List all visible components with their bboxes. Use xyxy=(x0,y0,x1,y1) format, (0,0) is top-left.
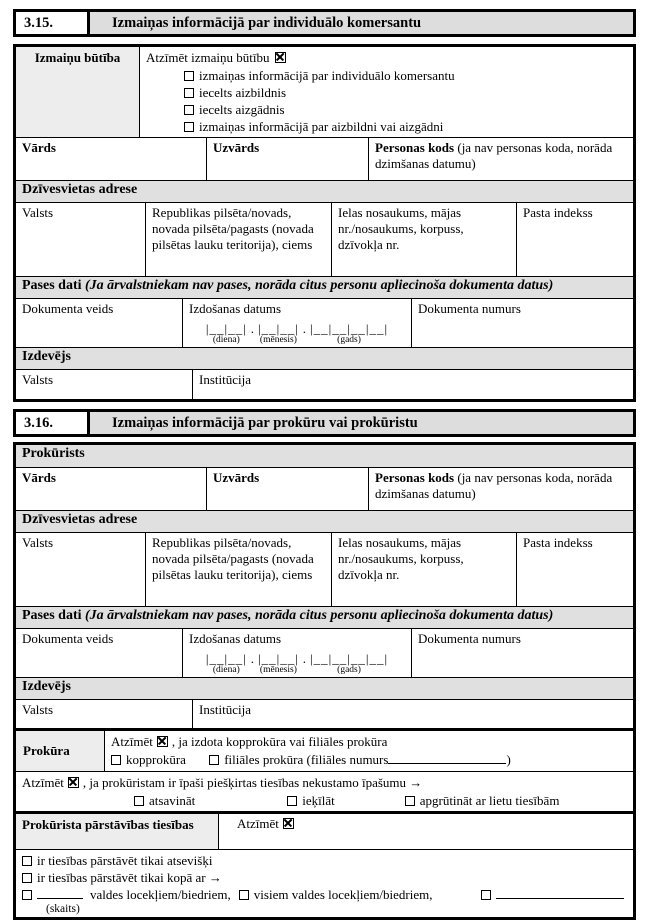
section-3-16-header xyxy=(13,409,636,437)
municipality-field[interactable]: Republikas pilsēta/novads, novada pilsēta/pagasts (novada pilsētas lauku teritorija), ciems xyxy=(145,533,331,606)
date-entry-grid[interactable] xyxy=(189,652,405,675)
document-type-field[interactable]: Dokumenta veids xyxy=(22,301,114,316)
day-hint: (diena) xyxy=(212,335,240,345)
passport-title: Pases dati xyxy=(22,278,82,293)
passport-header-row xyxy=(16,606,633,628)
option-label: atsavināt xyxy=(149,793,196,808)
checkbox-apgrutinat[interactable] xyxy=(405,796,415,806)
day-hint: (diena) xyxy=(212,665,240,675)
representation-options-cell xyxy=(16,850,633,917)
change-nature-instruction: Atzīmēt izmaiņu būtību xyxy=(146,50,270,65)
checkbox-represent-separately[interactable] xyxy=(22,856,32,866)
country-field[interactable]: Valsts xyxy=(22,205,54,220)
change-nature-label: Izmaiņu būtība xyxy=(16,47,139,137)
personal-code-label: Personas kods xyxy=(375,140,455,155)
prokura-options-cell xyxy=(104,731,633,771)
street-field[interactable]: Ielas nosaukums, mājas nr./nosaukums, korpuss, dzīvokļa nr. xyxy=(331,533,516,606)
year-cells[interactable]: |__|__|__|__| xyxy=(310,651,389,666)
passport-row xyxy=(16,628,633,677)
country-field[interactable]: Valsts xyxy=(22,535,54,550)
option-label: ir tiesības pārstāvēt tikai kopā ar → xyxy=(37,870,222,885)
representation-mark-word: Atzīmēt xyxy=(237,816,279,831)
date-separator: . xyxy=(302,321,307,336)
checked-checkbox-icon xyxy=(157,736,168,747)
rights-instruction-rest: , ja prokūristam ir īpaši piešķirtas tiesības nekustamo īpašumu → xyxy=(82,775,423,790)
personal-code-note: (ja nav personas koda, norāda dzimšanas datumu) xyxy=(375,140,613,171)
municipality-field[interactable]: Republikas pilsēta/novads, novada pilsēta/pagasts (novada pilsētas lauku teritorija), ciems xyxy=(145,203,331,276)
month-cells[interactable]: |__|__| xyxy=(257,651,299,666)
special-rights-row xyxy=(16,771,633,811)
option-label: ieķīlāt xyxy=(302,793,335,808)
address-header: Dzīvesvietas adrese xyxy=(16,181,633,202)
option-label: iecelts aizbildnis xyxy=(199,85,287,100)
personal-code-note: (ja nav personas koda, norāda dzimšanas datumu) xyxy=(375,470,613,501)
checkbox-guardian-appointed[interactable] xyxy=(184,88,194,98)
document-type-field[interactable]: Dokumenta veids xyxy=(22,631,114,646)
section-3-15-number: 3.15. xyxy=(16,12,90,34)
count-hint: (skaits) xyxy=(46,903,80,915)
rights-mark-word: Atzīmēt xyxy=(22,775,64,790)
section-3-15-header xyxy=(13,9,636,37)
checkbox-represent-jointly[interactable] xyxy=(22,873,32,883)
month-cells[interactable]: |__|__| xyxy=(257,321,299,336)
count-members-label: valdes locekļiem/biedriem, xyxy=(90,887,231,902)
issuer-row xyxy=(16,369,633,399)
month-hint: (mēnesis) xyxy=(259,665,297,675)
last-name-field[interactable]: Uzvārds xyxy=(206,468,368,510)
option-label: iecelts aizgādnis xyxy=(199,102,285,117)
checkbox-change-info-merchant[interactable] xyxy=(184,71,194,81)
change-nature-options-cell xyxy=(139,47,633,137)
option-label: ir tiesības pārstāvēt tikai atsevišķi xyxy=(37,853,213,868)
prokura-mark-word: Atzīmēt xyxy=(111,734,153,749)
checkbox-trustee-appointed[interactable] xyxy=(184,105,194,115)
prokurists-header: Prokūrists xyxy=(16,445,633,467)
personal-code-label: Personas kods xyxy=(375,470,455,485)
representation-options-row xyxy=(16,849,633,917)
kopprokura-label: kopprokūra xyxy=(126,752,186,767)
issuer-institution-field[interactable]: Institūcija xyxy=(192,700,633,728)
issue-date-field[interactable] xyxy=(182,629,411,677)
prokura-instruction-rest: , ja izdota kopprokūra vai filiāles prokūra xyxy=(171,734,388,749)
prokura-choices-line xyxy=(111,751,627,769)
special-rights-instruction-line xyxy=(22,774,627,792)
change-nature-instruction-line xyxy=(146,49,627,67)
passport-note: (Ja ārvalstniekam nav pases, norāda citus personu apliecinoša dokumenta datus) xyxy=(85,278,554,293)
checked-checkbox-icon xyxy=(283,818,294,829)
checkbox-with-count-members[interactable] xyxy=(22,890,32,900)
year-cells[interactable]: |__|__|__|__| xyxy=(310,321,389,336)
representation-rights-row xyxy=(16,811,633,849)
passport-title: Pases dati xyxy=(22,608,82,623)
member-count-blank[interactable] xyxy=(37,887,83,899)
close-paren: ) xyxy=(506,752,511,767)
year-hint: (gads) xyxy=(337,335,361,345)
prokura-instruction-line xyxy=(111,733,627,751)
address-header: Dzīvesvietas adrese xyxy=(16,511,633,532)
personal-code-field[interactable] xyxy=(368,138,633,180)
passport-header xyxy=(16,607,633,628)
issuer-row xyxy=(16,699,633,728)
issuer-header: Izdevējs xyxy=(16,348,633,369)
date-separator: . xyxy=(302,651,307,666)
representation-mark-cell xyxy=(218,814,633,849)
address-header-row xyxy=(16,180,633,202)
section-3-15-body xyxy=(13,44,636,402)
other-persons-blank[interactable] xyxy=(496,887,624,899)
checkbox-with-other[interactable] xyxy=(481,890,491,900)
all-members-label: visiem valdes locekļiem/biedriem, xyxy=(253,887,433,902)
personal-code-field[interactable] xyxy=(368,468,633,510)
issuer-country-field[interactable]: Valsts xyxy=(22,702,54,717)
document-number-field[interactable]: Dokumenta numurs xyxy=(411,629,633,677)
section-3-16-body xyxy=(13,442,636,920)
change-nature-row xyxy=(16,47,633,137)
option-label: apgrūtināt ar lietu tiesībām xyxy=(419,793,560,808)
person-name-row xyxy=(16,137,633,180)
street-field[interactable]: Ielas nosaukums, mājas nr./nosaukums, korpuss, dzīvokļa nr. xyxy=(331,203,516,276)
filiales-prokura-label: filiāles prokūra (filiāles numurs xyxy=(224,752,389,767)
date-separator: . xyxy=(250,321,254,336)
first-name-field[interactable]: Vārds xyxy=(22,470,56,485)
issuer-country-field[interactable]: Valsts xyxy=(22,372,54,387)
issue-date-field[interactable] xyxy=(182,299,411,347)
section-3-15-title: Izmaiņas informācijā par individuālo komersantu xyxy=(90,12,633,34)
day-cells[interactable]: |__|__| xyxy=(205,321,247,336)
passport-header xyxy=(16,277,633,298)
issuer-institution-field[interactable]: Institūcija xyxy=(192,370,633,399)
filiales-numurs-blank[interactable] xyxy=(388,752,506,764)
person-name-row xyxy=(16,467,633,510)
prokura-label: Prokūra xyxy=(16,731,104,771)
day-cells[interactable]: |__|__| xyxy=(205,651,247,666)
issuer-header-row xyxy=(16,347,633,369)
prokura-row xyxy=(16,728,633,771)
date-entry-grid[interactable] xyxy=(189,322,405,345)
section-3-16-number: 3.16. xyxy=(16,412,90,434)
representation-rights-label: Prokūrista pārstāvības tiesības xyxy=(16,814,218,849)
checked-checkbox-icon xyxy=(68,777,79,788)
issue-date-label: Izdošanas datums xyxy=(189,631,282,646)
passport-header-row xyxy=(16,276,633,298)
prokurists-header-row xyxy=(16,445,633,467)
issuer-header: Izdevējs xyxy=(16,678,633,699)
option-label: izmaiņas informācijā par aizbildni vai aizgādni xyxy=(199,119,444,134)
date-separator: . xyxy=(250,651,254,666)
checkbox-with-all-members[interactable] xyxy=(239,890,249,900)
checkbox-kopprokura[interactable] xyxy=(111,755,121,765)
address-header-row xyxy=(16,510,633,532)
address-row xyxy=(16,532,633,606)
postal-code-field[interactable]: Pasta indekss xyxy=(516,533,633,606)
representation-count-line xyxy=(22,886,627,903)
month-hint: (mēnesis) xyxy=(259,335,297,345)
issue-date-label: Izdošanas datums xyxy=(189,301,282,316)
year-hint: (gads) xyxy=(337,665,361,675)
postal-code-field[interactable]: Pasta indekss xyxy=(516,203,633,276)
address-row xyxy=(16,202,633,276)
section-3-16-title: Izmaiņas informācijā par prokūru vai prokūristu xyxy=(90,412,633,434)
special-rights-cell xyxy=(16,772,633,811)
checkbox-filiales-prokura[interactable] xyxy=(209,755,219,765)
checkbox-atsavinat[interactable] xyxy=(134,796,144,806)
checkbox-change-info-guardian[interactable] xyxy=(184,122,194,132)
last-name-field[interactable]: Uzvārds xyxy=(206,138,368,180)
document-number-field[interactable]: Dokumenta numurs xyxy=(411,299,633,347)
change-nature-option-list xyxy=(184,67,627,135)
passport-note: (Ja ārvalstniekam nav pases, norāda citus personu apliecinoša dokumenta datus) xyxy=(85,608,554,623)
checked-checkbox-icon xyxy=(275,52,286,63)
checkbox-iekilat[interactable] xyxy=(287,796,297,806)
first-name-field[interactable]: Vārds xyxy=(22,140,56,155)
issuer-header-row xyxy=(16,677,633,699)
special-rights-options-line xyxy=(22,793,627,809)
passport-row xyxy=(16,298,633,347)
option-label: izmaiņas informācijā par individuālo komersantu xyxy=(199,68,455,83)
